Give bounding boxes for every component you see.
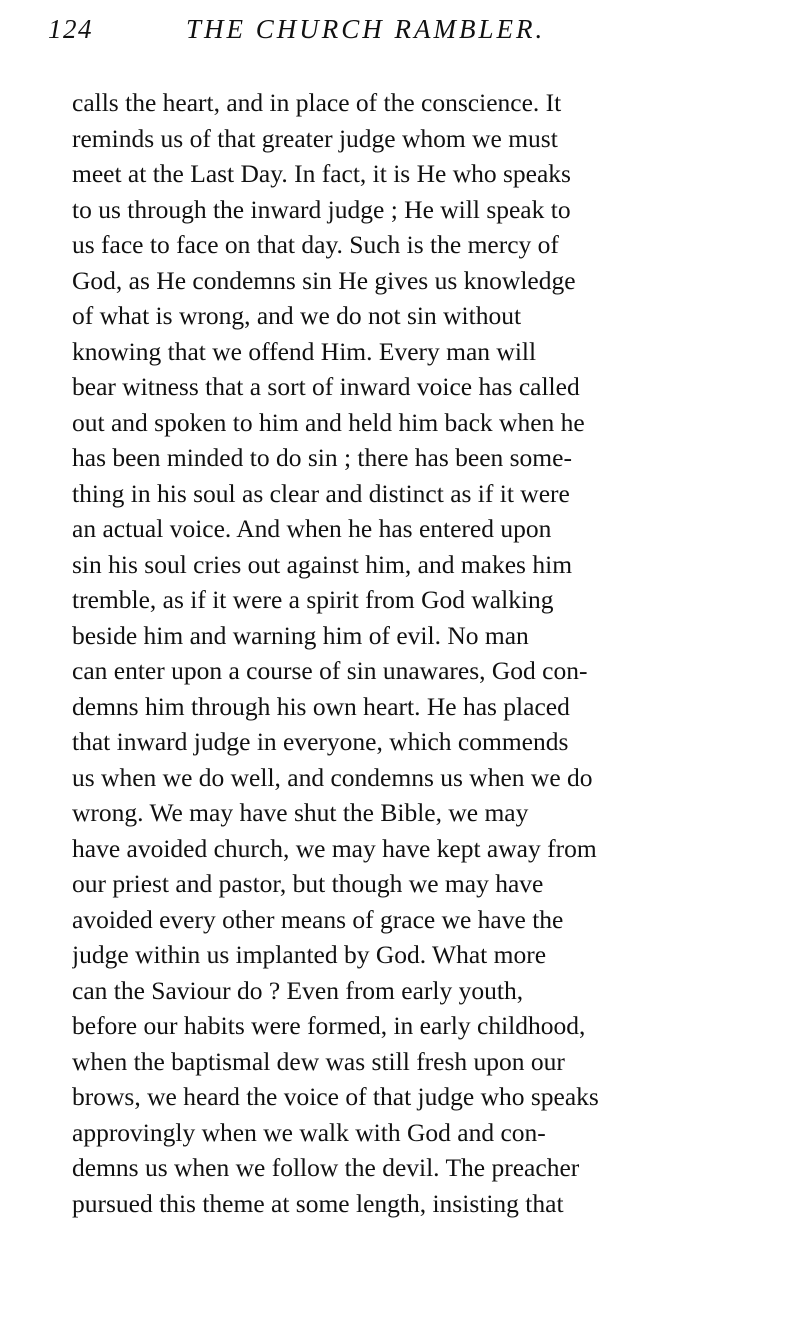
text-line: tremble, as if it were a spirit from God walking <box>72 585 554 614</box>
text-line: before our habits were formed, in early childhood, <box>72 1011 586 1040</box>
text-line: our priest and pastor, but though we may have <box>72 869 544 898</box>
text-line: demns us when we follow the devil. The preacher <box>72 1153 580 1182</box>
text-line: beside him and warning him of evil. No man <box>72 620 529 650</box>
text-line: wrong. We may have shut the Bible, we may <box>72 798 529 827</box>
page-number: 124 <box>48 14 93 44</box>
text-line: that inward judge in everyone, which commends <box>72 727 569 756</box>
text-line: judge within us implanted by God. What more <box>72 940 547 969</box>
text-line: demns him through his own heart. He has placed <box>72 691 570 721</box>
text-line: approvingly when we walk with God and con- <box>72 1117 546 1147</box>
text-line: reminds us of that greater judge whom we must <box>72 123 558 153</box>
text-line: when the baptismal dew was still fresh upon our <box>72 1046 565 1076</box>
text-line: of what is wrong, and we do not sin without <box>72 301 522 330</box>
text-line: can enter upon a course of sin unawares, God con- <box>72 656 588 685</box>
text-line: to us through the inward judge ; He will speak to <box>72 194 571 224</box>
text-line: brows, we heard the voice of that judge who speaks <box>72 1082 599 1111</box>
running-head <box>48 14 728 54</box>
text-line: calls the heart, and in place of the conscience. It <box>72 88 562 117</box>
text-line: us when we do well, and condemns us when we do <box>72 762 593 792</box>
text-line: sin his soul cries out against him, and makes him <box>72 549 573 579</box>
text-line: meet at the Last Day. In fact, it is He who speaks <box>72 159 571 188</box>
text-line: can the Saviour do ? Even from early youth, <box>72 975 524 1005</box>
text-line: have avoided church, we may have kept away from <box>72 833 597 863</box>
text-line: bear witness that a sort of inward voice has called <box>72 372 580 401</box>
text-line: out and spoken to him and held him back when he <box>72 407 585 437</box>
text-line: an actual voice. And when he has entered upon <box>72 514 552 543</box>
text-line: avoided every other means of grace we have the <box>72 904 564 934</box>
text-line: has been minded to do sin ; there has been some- <box>72 443 572 472</box>
text-line: knowing that we offend Him. Every man will <box>72 336 537 366</box>
text-line: God, as He condemns sin He gives us knowledge <box>72 265 576 295</box>
running-title: THE CHURCH RAMBLER. <box>186 14 546 44</box>
body-text <box>72 85 716 1221</box>
text-line: pursued this theme at some length, insisting that <box>72 1188 564 1218</box>
text-line: us face to face on that day. Such is the mercy of <box>72 230 559 259</box>
text-line: thing in his soul as clear and distinct as if it were <box>72 478 570 508</box>
